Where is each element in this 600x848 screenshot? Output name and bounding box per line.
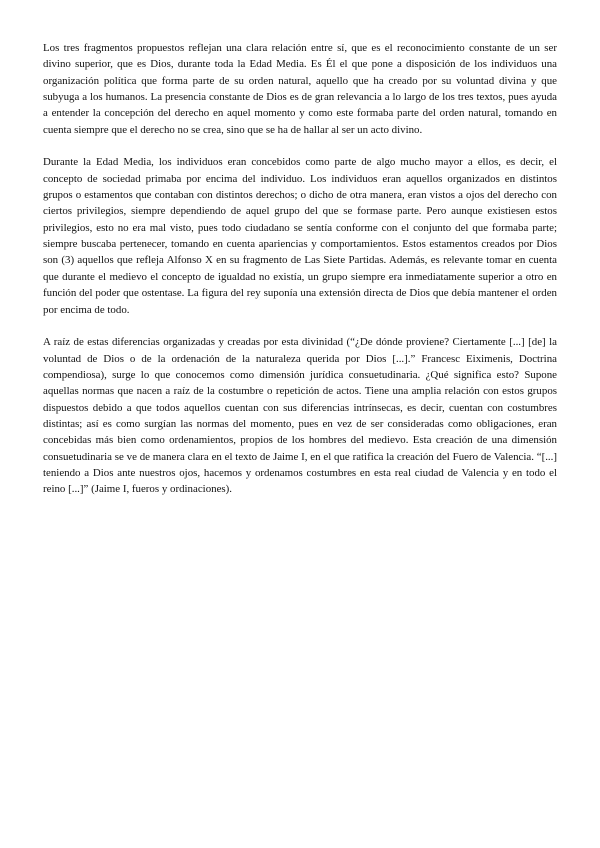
document-page xyxy=(43,40,557,514)
paragraph-3: A raíz de estas diferencias organizadas y creadas por esta divinidad (“¿De dónde proviene? Ciertamente [...] [de] la voluntad de Dios o de la ordenación de la naturaleza querida por Dios [...].” Francesc Eiximenis, Doctrina compendiosa), surge lo que conocemos como dimensión jurídica consuetudinaria. ¿Qué significa esto? Supone aquellas normas que nacen a raíz de la costumbre o repetición de actos. Tiene una amplia relación con estos grupos dispuestos debido a que todos aquellos cuentan con sus diferencias intrínsecas, es decir, cuentan con costumbres distintas; así es como surgían las normas del momento, pues en vez de ser consideradas como obligaciones, eran concebidas más bien como ordenamientos, propios de los hombres del medievo. Esta creación de una dimensión consuetudinaria se ve de manera clara en el texto de Jaime I, en el que ratifica la creación del Fuero de Valencia. “[...] teniendo a Dios ante nuestros ojos, hacemos y ordenamos costumbres en esta real ciudad de Valencia y en todo el reino [...]” (Jaime I, fueros y ordinaciones). xyxy=(43,336,557,496)
paragraph-2: Durante la Edad Media, los individuos eran concebidos como parte de algo mucho mayor a ellos, es decir, el concepto de sociedad primaba por encima del individuo. Los individuos eran aquellos organizados en distintos grupos o estamentos que contaban con distintos derechos; o dicho de otra manera, eran vistos a ojos del derecho con ciertos privilegios, siempre dependiendo de aquel grupo del que se formase parte. Pero aunque existiesen estos privilegios, esto no era mal visto, pues todo ciudadano se sentía conforme con el conjunto del que formaba parte; siempre buscaba pertenecer, tomando en cuenta apariencias y comportamientos. Estos estamentos creados por Dios son (3) aquellos que refleja Alfonso X en su fragmento de Las Siete Partidas. Además, es relevante tomar en cuenta que durante el medievo el concepto de igualdad no existía, un grupo siempre era inmediatamente superior a otro en función del poder que ostentase. La figura del rey suponía una extensión directa de Dios que debía mantener el orden por encima de todo. xyxy=(43,156,557,316)
paragraph-1: Los tres fragmentos propuestos reflejan una clara relación entre sí, que es el reconocimiento constante de un ser divino superior, que es Dios, durante toda la Edad Media. Es Él el que pone a disposición de los individuos una organización política que forma parte de su orden natural, aquello que ha creado por su voluntad divina y que subyuga a los humanos. La presencia constante de Dios es de gran relevancia a lo largo de los tres textos, pues ayuda a entender la concepción del derecho en aquel momento y como este formaba parte del orden natural, tomando en cuenta siempre que el derecho no se crea, sino que se ha de hallar al ser un acto divino. xyxy=(43,42,557,136)
